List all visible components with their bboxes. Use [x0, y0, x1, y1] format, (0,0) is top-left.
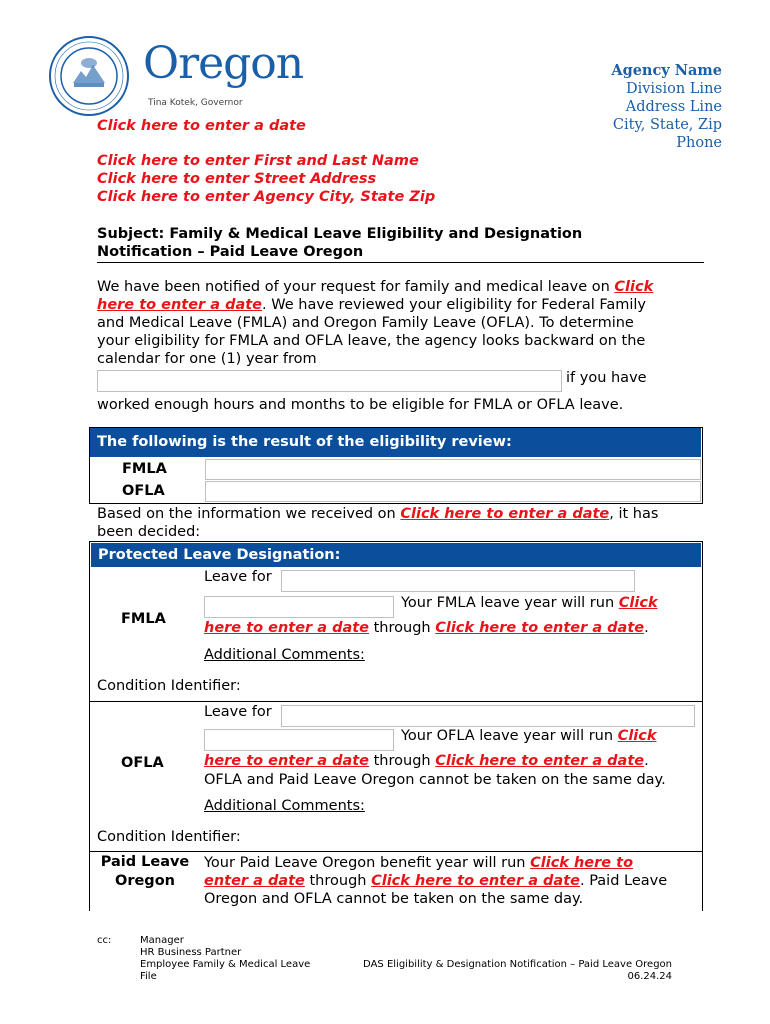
fmla-leave-for-input[interactable] — [281, 570, 635, 592]
recipient-street-field[interactable]: Click here to enter Street Address — [97, 171, 377, 187]
phone-line: Phone — [676, 135, 722, 151]
eligibility-table — [89, 427, 703, 504]
ofla-leave-for-label: Leave for — [204, 704, 272, 720]
plo-start-date-field[interactable]: Click here to — [530, 855, 634, 871]
ofla-year-start-date-field-cont[interactable]: here to enter a date — [204, 753, 370, 769]
plo-paragraph — [204, 854, 699, 908]
plo-label-line2: Oregon — [115, 873, 175, 889]
cc-list — [140, 935, 310, 983]
eligibility-header: The following is the result of the eligibility review: — [90, 428, 701, 457]
designation-ofla-label: OFLA — [121, 755, 164, 771]
ofla-leave-for-input[interactable] — [281, 705, 695, 727]
intro-text: and Medical Leave (FMLA) and Oregon Family Leave (OFLA). To determine — [97, 315, 634, 331]
subject-line-2: Notification – Paid Leave Oregon — [97, 244, 364, 260]
designation-fmla-label: FMLA — [121, 611, 166, 627]
fmla-year-start-date-field[interactable]: Click — [618, 595, 658, 611]
ofla-year-start-date-field[interactable]: Click — [617, 728, 657, 744]
ofla-through-text: through — [369, 753, 436, 769]
designation-header: Protected Leave Designation: — [91, 543, 701, 567]
fmla-year-end-date-field[interactable]: Click here to enter a date — [435, 620, 645, 636]
fmla-year-start-date-field-cont[interactable]: here to enter a date — [204, 620, 370, 636]
city-line: City, State, Zip — [612, 117, 722, 133]
intro-text: . We have reviewed your eligibility for Federal Family — [262, 297, 646, 313]
ofla-same-day-note: OFLA and Paid Leave Oregon cannot be taken on the same day. — [204, 772, 666, 788]
footer-doc-info — [363, 959, 672, 983]
footer-doc-title: DAS Eligibility & Designation Notification – Paid Leave Oregon — [363, 959, 672, 970]
ofla-leave-start-input[interactable] — [204, 729, 394, 751]
ofla-year-end-date-field[interactable]: Click here to enter a date — [435, 753, 645, 769]
eligibility-fmla-input[interactable] — [205, 459, 701, 480]
cc-label: cc: — [97, 935, 112, 946]
info-received-date-field[interactable]: Click here to enter a date — [400, 506, 610, 522]
plo-label — [91, 853, 199, 891]
recipient-name-field[interactable]: Click here to enter First and Last Name — [97, 153, 419, 169]
fmla-leave-start-input[interactable] — [204, 596, 394, 618]
cc-item: Manager — [140, 935, 184, 946]
cc-item: Employee Family & Medical Leave — [140, 959, 311, 970]
intro-text: We have been notified of your request for family and medical leave on — [97, 279, 615, 295]
ofla-year-range-line — [204, 752, 649, 770]
plo-text: Oregon and OFLA cannot be taken on the same day. — [204, 891, 584, 907]
decided-text: been decided: — [97, 524, 201, 540]
intro-text: calendar for one (1) year from — [97, 351, 317, 367]
lookback-date-input[interactable] — [97, 370, 562, 392]
division-line: Division Line — [625, 81, 722, 97]
fmla-additional-comments: Additional Comments: — [204, 647, 365, 663]
eligibility-ofla-input[interactable] — [205, 481, 701, 502]
fmla-year-run-line — [401, 594, 658, 612]
eligibility-ofla-label: OFLA — [122, 483, 165, 499]
governor-line: Tina Kotek, Governor — [148, 98, 243, 108]
intro-paragraph — [97, 278, 707, 368]
period-text: . — [644, 620, 649, 636]
plo-end-date-field[interactable]: Click here to enter a date — [371, 873, 580, 889]
oregon-wordmark: Oregon — [143, 38, 304, 89]
agency-block — [611, 62, 722, 152]
footer-doc-date: 06.24.24 — [627, 971, 672, 982]
cc-item: HR Business Partner — [140, 947, 242, 958]
notified-date-field-cont[interactable]: here to enter a date — [97, 297, 263, 313]
intro-text: worked enough hours and months to be eligible for FMLA or OFLA leave. — [97, 397, 624, 413]
decided-text: , it has — [609, 506, 659, 522]
ofla-additional-comments: Additional Comments: — [204, 798, 365, 814]
plo-text: Your Paid Leave Oregon benefit year will run — [204, 855, 531, 871]
address-line: Address Line — [625, 99, 722, 115]
decided-paragraph — [97, 505, 707, 541]
fmla-through-text: through — [369, 620, 436, 636]
plo-text: through — [304, 873, 372, 889]
fmla-year-run-text: Your FMLA leave year will run — [401, 595, 619, 611]
decided-text: Based on the information we received on — [97, 506, 401, 522]
subject-line — [97, 225, 704, 263]
plo-text: . Paid Leave — [579, 873, 668, 889]
agency-name: Agency Name — [611, 62, 722, 79]
intro-text: your eligibility for FMLA and OFLA leave, the agency looks backward on the — [97, 333, 646, 349]
notified-date-field[interactable]: Click — [614, 279, 654, 295]
cc-item: File — [140, 971, 157, 982]
plo-start-date-field-cont[interactable]: enter a date — [204, 873, 305, 889]
ofla-year-run-text: Your OFLA leave year will run — [401, 728, 618, 744]
plo-label-line1: Paid Leave — [100, 854, 190, 870]
subject-line-1: Subject: Family & Medical Leave Eligibility and Designation — [97, 226, 583, 242]
eligibility-fmla-label: FMLA — [122, 461, 167, 477]
letter-date-field[interactable]: Click here to enter a date — [97, 118, 306, 134]
fmla-leave-for-label: Leave for — [204, 569, 272, 585]
ofla-year-run-line — [401, 727, 657, 745]
intro-text: if you have — [566, 370, 647, 386]
period-text: . — [644, 753, 649, 769]
oregon-state-seal — [48, 35, 130, 117]
recipient-city-field[interactable]: Click here to enter Agency City, State Zip — [97, 189, 436, 205]
fmla-year-range-line — [204, 619, 649, 637]
fmla-condition-identifier: Condition Identifier: — [97, 678, 241, 694]
ofla-condition-identifier: Condition Identifier: — [97, 829, 241, 845]
